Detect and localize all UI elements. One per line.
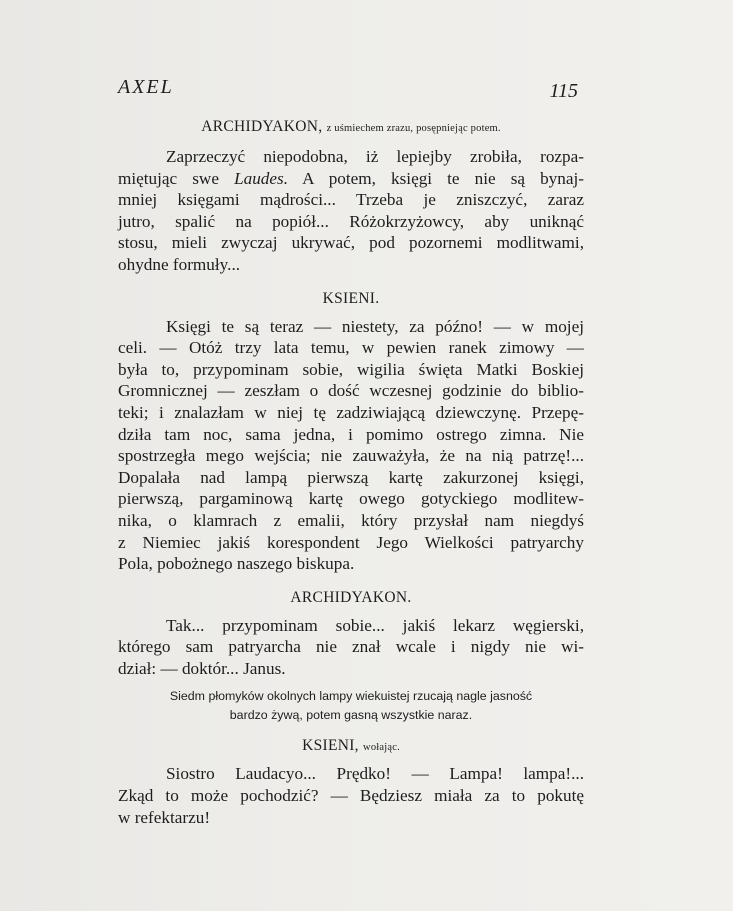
text-line: jutro, spalić na popiół... Różokrzyżowcy, aby uniknąć bbox=[118, 211, 584, 231]
speech-paragraph bbox=[118, 615, 584, 680]
running-head bbox=[118, 76, 578, 106]
text-block bbox=[118, 118, 584, 828]
text-line: z Niemiec jakiś korespondent Jego Wielkości patryarchy bbox=[118, 532, 584, 552]
speaker-name: KSIENI, bbox=[302, 737, 359, 755]
stage-direction: z uśmiechem zrazu, posępniejąc potem. bbox=[326, 123, 501, 134]
text-line: Księgi te są teraz — niestety, za późno! — w mojej bbox=[166, 316, 584, 336]
speaker-heading bbox=[118, 290, 584, 308]
speech-paragraph bbox=[118, 146, 584, 276]
text-line: była to, przypominam sobie, wigilia święta Matki Boskiej bbox=[118, 359, 584, 379]
text-line: celi. — Otóż trzy lata temu, w pewien ranek zimowy — bbox=[118, 338, 584, 358]
speaker-heading bbox=[118, 118, 584, 136]
text-line: Zaprzeczyć niepodobna, iż lepiejby zrobiła, rozpa- bbox=[166, 147, 584, 166]
speaker-heading bbox=[118, 589, 584, 607]
text-line: dział: — doktór... Janus. bbox=[118, 658, 286, 678]
text-line: w refektarzu! bbox=[118, 807, 211, 827]
stage-direction-block bbox=[118, 687, 584, 725]
text-line: nika, o klamrach z emalii, który przysłał nam niegdyś bbox=[118, 510, 584, 530]
text-fragment: A potem, księgi te nie są bynaj- bbox=[302, 168, 584, 188]
text-line: stosu, mieli zwyczaj ukrywać, pod pozornemi modlitwami, bbox=[118, 233, 584, 253]
italic-title: Laudes. bbox=[234, 168, 289, 188]
text-line: Pola, pobożnego naszego biskupa. bbox=[118, 554, 355, 574]
speech-paragraph bbox=[118, 763, 584, 828]
text-line: bardzo żywą, potem gasną wszystkie naraz. bbox=[229, 708, 473, 723]
speaker-name: ARCHIDYAKON. bbox=[290, 588, 412, 606]
text-line: spostrzegła mego wejścia; nie zauważyła, że na nią patrzę!... bbox=[118, 446, 584, 466]
speaker-name: KSIENI. bbox=[322, 289, 380, 307]
text-line: pierwszą, pargaminową kartę owego gotyckiego modlitew- bbox=[118, 489, 584, 509]
speech-paragraph bbox=[118, 316, 584, 575]
running-title: AXEL bbox=[118, 76, 174, 98]
text-line: Gromnicznej — zeszłam o dość wczesnej godzinie do biblio- bbox=[118, 381, 584, 401]
text-line: Tak... przypominam sobie... jakiś lekarz węgierski, bbox=[166, 615, 584, 635]
stage-direction: wołając. bbox=[363, 742, 400, 754]
speaker-name: ARCHIDYAKON, bbox=[201, 118, 323, 135]
text-line bbox=[118, 168, 584, 190]
text-line: dziła tam noc, sama jedna, i pomimo ostrego zimna. Nie bbox=[118, 424, 584, 444]
text-line: Zkąd to może pochodzić? — Będziesz miała za to pokutę bbox=[118, 786, 584, 806]
text-line: ohydne formuły... bbox=[118, 254, 241, 274]
page-number: 115 bbox=[549, 80, 578, 102]
text-line: którego sam patryarcha nie znał wcale i nigdy nie wi- bbox=[118, 637, 584, 657]
text-line: Siedm płomyków okolnych lampy wiekuistej rzucają nagle jasność bbox=[169, 689, 533, 704]
text-line: teki; i znalazłam w niej tę zadziwiającą dziewczynę. Przepę- bbox=[118, 402, 584, 422]
speaker-heading bbox=[118, 737, 584, 755]
text-line: mniej księgami mądrości... Trzeba je zniszczyć, zaraz bbox=[118, 190, 584, 210]
text-line: Dopalała nad lampą pierwszą kartę zakurzonej księgi, bbox=[118, 467, 584, 487]
text-line: Siostro Laudacyo... Prędko! — Lampa! lampa!... bbox=[166, 764, 584, 784]
text-fragment: miętując swe bbox=[118, 168, 219, 188]
